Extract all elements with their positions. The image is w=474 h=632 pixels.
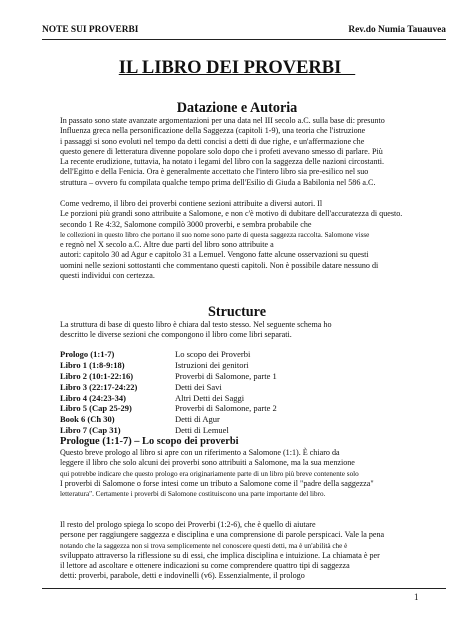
outline-description: Altri Detti dei Saggi	[175, 392, 245, 403]
outline-reference: Libro 7 (Cap 31)	[60, 425, 121, 436]
text-line: dell'Egitto e della Fenicia. Ora è generalmente accettato che l'intero libro sia pre-esilico nel suo	[60, 167, 369, 177]
outline-row	[60, 371, 430, 382]
outline-row	[60, 349, 430, 360]
text-line: autori: capitolo 30 ad Agur e capitolo 31 a Lemuel. Vengono fatte alcune osservazioni su questi	[60, 250, 369, 260]
page-title: IL LIBRO DEI PROVERBI	[118, 58, 356, 78]
running-header	[42, 25, 446, 38]
outline-reference: Prologo (1:1-7)	[60, 349, 115, 359]
text-line: Questo breve prologo al libro si apre con un riferimento a Salomone (1:1). È chiaro da	[60, 448, 340, 457]
text-line: uomini nelle sezioni sottostanti che commentano questi capitoli. Non è possibile datare nessuno di	[60, 260, 379, 270]
paragraph-structure-intro	[60, 320, 430, 341]
text-line: struttura – ovvero fu compilata qualche tempo prima dell'Esilio di Giuda a Babilonia nel 586 a.C.	[60, 177, 376, 187]
text-line: il lettore ad ascoltare e ottenere indicazioni su come comprendere quattro tipi di saggezza	[60, 561, 350, 570]
book-outline	[60, 349, 430, 436]
outline-reference: Libro 3 (22:17-24:22)	[60, 381, 138, 392]
outline-row	[60, 425, 430, 436]
text-line: sviluppato attraverso la riflessione su di essi, che implica disciplina e intuizione. La chiamata è per	[60, 550, 380, 560]
outline-description: Detti dei Savi	[175, 381, 222, 392]
text-line: persone per raggiungere saggezza e disciplina e una comprensione di parole perspicaci. Vale la pena	[60, 530, 385, 540]
outline-row	[60, 414, 430, 425]
paragraph-datazione-1	[60, 116, 430, 188]
text-line: La recente erudizione, tuttavia, ha notato i legami del libro con la saggezza delle nazioni circostanti.	[60, 157, 385, 166]
text-line: i passaggi si sono evoluti nel tempo da detti concisi a detti di due righe, e un'affermazione che	[60, 136, 365, 146]
outline-reference: Libro 4 (24:23-34)	[60, 392, 126, 403]
footer-divider	[42, 588, 446, 589]
text-line: secondo 1 Re 4:32, Salomone compilò 3000 proverbi, e sembra probabile che	[60, 219, 312, 229]
text-line: I proverbi di Salomone o forse intesi come un tributo a Salomone come il "padre della saggezza"	[60, 478, 374, 488]
outline-row	[60, 403, 430, 414]
text-line: detti: proverbi, parabole, detti e indovinelli (v6). Essenzialmente, il prologo	[60, 571, 305, 581]
text-line: Come vedremo, il libro dei proverbi contiene sezioni attribuite a diversi autori. Il	[60, 199, 323, 208]
paragraph-prologue-1	[60, 448, 430, 499]
text-line: questi individui con certezza.	[60, 270, 155, 280]
text-line: le collezioni in questo libro che portano il suo nome sono parte di questa saggezza raccolta. Salomone visse	[60, 230, 370, 239]
header-right: Rev.do Numia Tauauvea	[348, 25, 446, 35]
outline-reference: Libro 5 (Cap 25-29)	[60, 403, 132, 414]
text-line: Il resto del prologo spiega lo scopo dei Proverbi (1:2-6), che è quello di aiutare	[60, 520, 316, 529]
outline-row	[60, 360, 430, 371]
paragraph-prologue-2	[60, 520, 430, 582]
text-line: Influenza greca nella personificazione della Saggezza (capitoli 1-9), una teoria che l'istruzione	[60, 126, 366, 136]
text-line: questo genere di letteratura divenne popolare solo dopo che i profeti avevano smesso di parlare. Più	[60, 146, 383, 156]
page-number: 1	[414, 592, 419, 602]
outline-reference: Book 6 (Ch 30)	[60, 414, 115, 425]
outline-row	[60, 393, 430, 404]
text-line: notando che la saggezza non si trova semplicemente nel conoscere questi detti, ma è un'abilità che è	[60, 541, 348, 550]
heading-prologue: Prologue (1:1-7) – Lo scopo dei proverbi	[60, 436, 239, 447]
outline-description: Detti di Agur	[175, 414, 220, 425]
text-line: La struttura di base di questo libro è chiara dal testo stesso. Nel seguente schema ho	[60, 320, 332, 329]
outline-row	[60, 382, 430, 393]
outline-reference: Libro 1 (1:8-9:18)	[60, 359, 125, 370]
outline-description: Proverbi di Salomone, parte 1	[175, 370, 277, 381]
text-line: qui potrebbe indicare che questo prologo era originariamente parte di un libro più breve contenente solo	[60, 469, 359, 478]
text-line: descritto le diverse sezioni che compongono il libro come libri separati.	[60, 330, 292, 340]
header-left: NOTE SUI PROVERBI	[42, 25, 139, 35]
outline-reference: Libro 2 (10:1-22:16)	[60, 370, 134, 381]
paragraph-datazione-2	[60, 199, 430, 281]
text-line: In passato sono state avanzate argomentazioni per una data nel III secolo a.C. sulla base di: presunto	[60, 116, 385, 125]
outline-description: Proverbi di Salomone, parte 2	[175, 403, 277, 414]
text-line: e regnò nel X secolo a.C. Altre due parti del libro sono attribuite a	[60, 240, 274, 249]
text-line: Le porzioni più grandi sono attribuite a Salomone, e non c'è motivo di dubitare dell'accuratezza di questo.	[60, 209, 403, 219]
header-divider	[42, 39, 446, 40]
text-line: leggere il libro che solo alcuni dei proverbi sono attribuiti a Salomone, ma la sua menzione	[60, 458, 355, 468]
text-line: letteratura". Certamente i proverbi di Salomone costituiscono una parte importante del libro.	[60, 490, 326, 498]
outline-description: Istruzioni dei genitori	[175, 359, 249, 370]
outline-description: Lo scopo dei Proverbi	[175, 349, 251, 359]
heading-structure: Structure	[207, 304, 267, 320]
heading-datazione: Datazione e Autoria	[176, 100, 298, 116]
outline-description: Detti di Lemuel	[175, 425, 229, 436]
